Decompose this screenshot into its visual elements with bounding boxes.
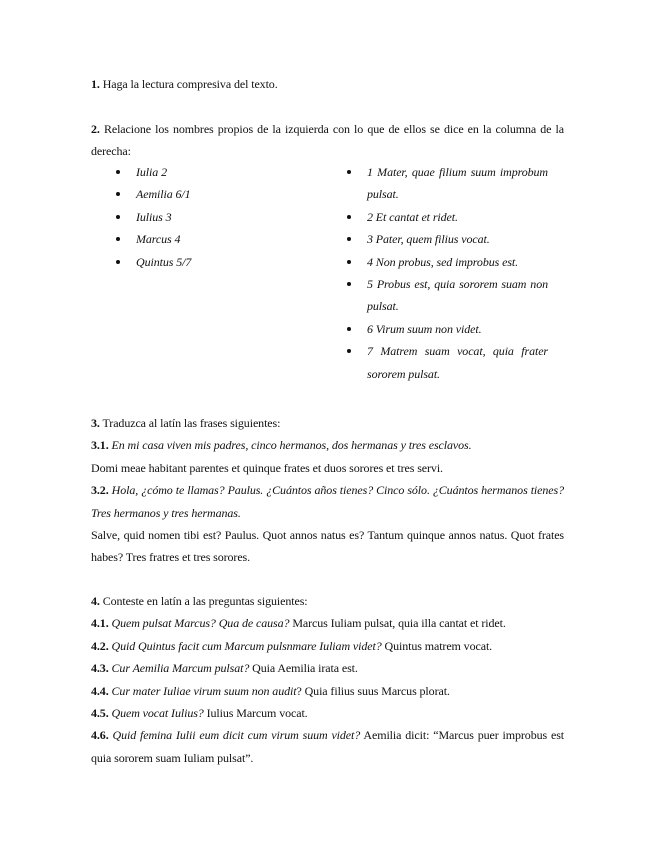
bullet-icon [116,215,120,219]
question-heading: 3. Traduzca al latín las frases siguientes: [91,416,281,430]
question-2 [91,118,564,163]
bullet-icon [347,170,351,174]
list-item: Iulius 3 [136,206,286,228]
list-item: 4 Non probus, sed improbus est. [367,251,548,273]
item-prompt: 3.2. Hola, ¿cómo te llamas? Paulus. ¿Cuántos años tienes? Cinco sólo. ¿Cuántos hermanos tienes? Tres hermanos y tres hermanas. [91,483,564,520]
list-item: Marcus 4 [136,228,286,250]
list-item: 6 Virum suum non videt. [367,318,548,340]
question-1 [91,73,564,95]
item-answer: Salve, quid nomen tibi est? Paulus. Quot annos natus es? Tantum quinque annos natus. Quot frates habes? Tres fratres et tres sorores. [91,528,564,565]
bullet-icon [347,349,351,353]
bullet-icon [116,260,120,264]
question-4 [91,590,564,769]
list-item: Quintus 5/7 [136,251,286,273]
list-item: 3 Pater, quem filius vocat. [367,228,548,250]
item: 4.2. Quid Quintus facit cum Marcum pulsnmare Iuliam videt? Quintus matrem vocat. [91,638,493,653]
bullet-icon [347,260,351,264]
item-prompt: 3.1. En mi casa viven mis padres, cinco hermanos, dos hermanas y tres esclavos. [91,438,472,453]
list-item: 1 Mater, quae filium suum improbum pulsat. [367,161,548,206]
question-text: Relacione los nombres propios de la izquierda con lo que de ellos se dice en la columna de la derecha: [91,122,564,159]
item: 4.4. Cur mater Iuliae virum suum non audit? Quia filius suus Marcus plorat. [91,683,450,698]
list-item: 7 Matrem suam vocat, quia frater sororem pulsat. [367,340,548,385]
descriptions-list [367,161,548,385]
item-answer: Domi meae habitant parentes et quinque frates et duos sorores et tres servi. [91,460,443,475]
list-item: 2 Et cantat et ridet. [367,206,548,228]
list-item: Aemilia 6/1 [136,183,286,205]
item: 4.5. Quem vocat Iulius? Iulius Marcum vocat. [91,706,308,721]
question-text: Haga la lectura compresiva del texto. [99,77,278,91]
list-item: 5 Probus est, quia sororem suam non pulsat. [367,273,548,318]
bullet-icon [116,170,120,174]
item: 4.3. Cur Aemilia Marcum pulsat? Quia Aemilia irata est. [91,661,358,676]
question-heading: 4. Conteste en latín a las preguntas siguientes: [91,594,308,608]
bullet-icon [347,215,351,219]
bullet-icon [347,282,351,286]
list-item: Iulia 2 [136,161,286,183]
bullet-icon [347,327,351,331]
item: 4.6. Quid femina Iulii eum dicit cum virum suum videt? Aemilia dicit: “Marcus puer improbus est quia sororem suam Iuliam pulsat”. [91,728,564,765]
question-number: 1. [91,77,100,91]
bullet-icon [116,237,120,241]
question-number: 2. [91,122,100,136]
bullet-icon [347,237,351,241]
names-list [136,161,286,273]
item: 4.1. Quem pulsat Marcus? Qua de causa? Marcus Iuliam pulsat, quia illa cantat et ridet. [91,616,506,631]
bullet-icon [116,192,120,196]
question-3 [91,412,564,569]
